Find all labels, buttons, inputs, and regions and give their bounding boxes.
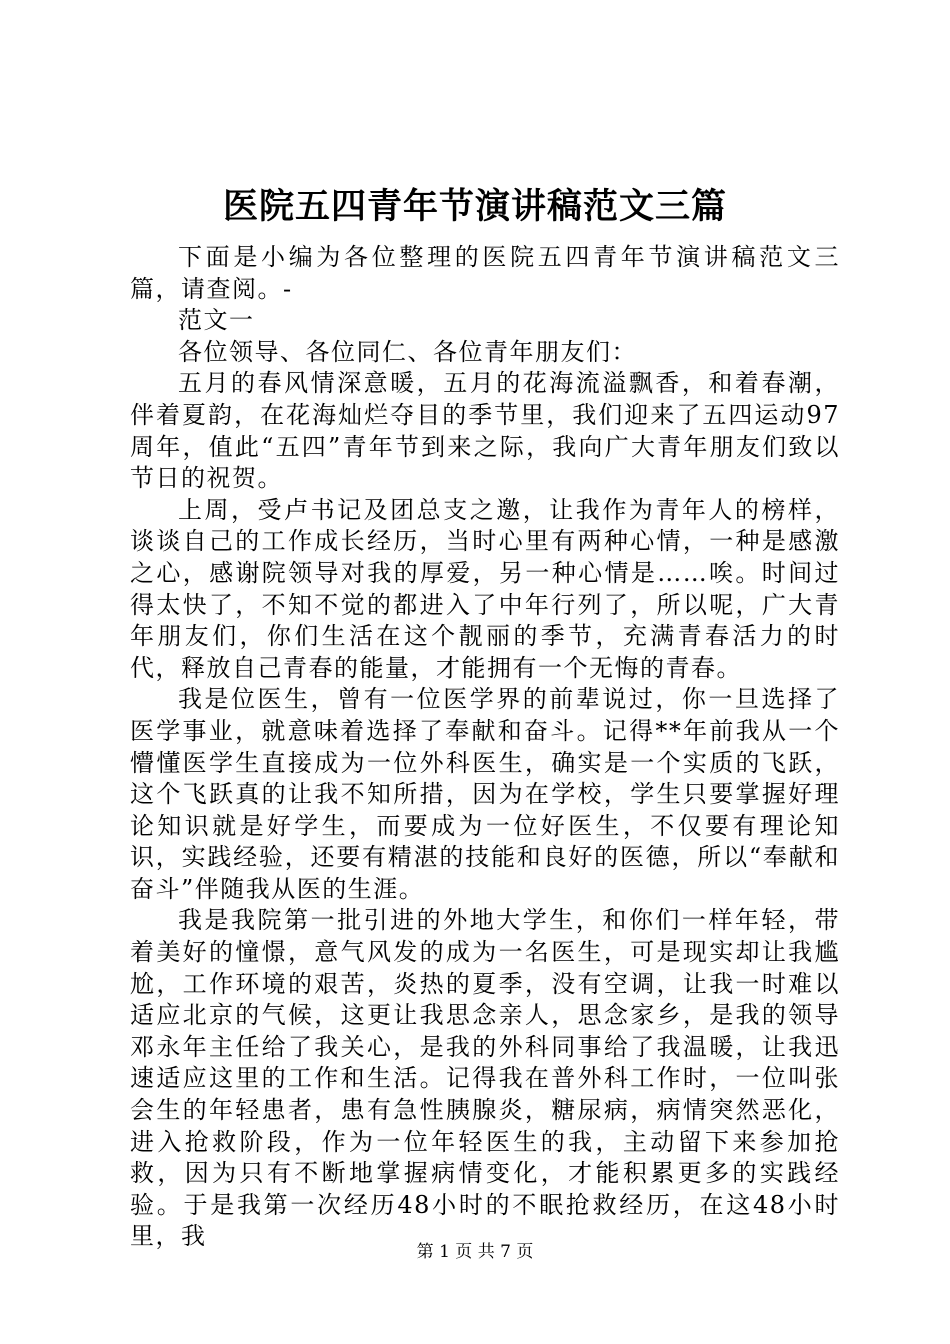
body-paragraph: 上周，受卢书记及团总支之邀，让我作为青年人的榜样，谈谈自己的工作成长经历，当时心里有两种心情，一种是感激之心，感谢院领导对我的厚爱，另一种心情是……唉。时间过得太快了，不知不觉的都进入了中年行列了，所以呢，广大青年朋友们，你们生活在这个靓丽的季节，充满青春活力的时代，释放自己青春的能量，才能拥有一个无悔的青春。 bbox=[130, 495, 840, 682]
body-paragraph: 我是位医生，曾有一位医学界的前辈说过，你一旦选择了医学事业，就意味着选择了奉献和奋斗。记得**年前我从一个懵懂医学生直接成为一位外科医生，确实是一个实质的飞跃，这个飞跃真的让我不知所措，因为在学校，学生只要掌握好理论知识就是好学生，而要成为一位好医生，不仅要有理论知识，实践经验，还要有精湛的技能和良好的医德，所以“奉献和奋斗”伴随我从医的生涯。 bbox=[130, 685, 840, 903]
page-number-footer: 第 1 页 共 7 页 bbox=[416, 1242, 534, 1262]
salutation: 各位领导、各位同仁、各位青年朋友们： bbox=[178, 337, 637, 366]
intro-paragraph: 下面是小编为各位整理的医院五四青年节演讲稿范文三篇，请查阅。- bbox=[130, 243, 840, 303]
document-body bbox=[130, 242, 840, 1253]
body-paragraph: 五月的春风情深意暖，五月的花海流溢飘香，和着春潮，伴着夏韵，在花海灿烂夺目的季节里，我们迎来了五四运动97周年，值此“五四”青年节到来之际，我向广大青年朋友们致以节日的祝贺。 bbox=[130, 369, 840, 493]
section-heading: 范文一 bbox=[178, 306, 255, 335]
document-title: 医院五四青年节演讲稿范文三篇 bbox=[222, 186, 727, 227]
body-paragraph: 我是我院第一批引进的外地大学生，和你们一样年轻，带着美好的憧憬，意气风发的成为一名医生，可是现实却让我尴尬，工作环境的艰苦，炎热的夏季，没有空调，让我一时难以适应北京的气候，这更让我思念亲人，思念家乡，是我的领导邓永年主任给了我关心，是我的外科同事给了我温暖，让我迅速适应这里的工作和生活。记得我在普外科工作时，一位叫张会生的年轻患者，患有急性胰腺炎，糖尿病，病情突然恶化，进入抢救阶段，作为一位年轻医生的我，主动留下来参加抢救，因为只有不断地掌握病情变化，才能积累更多的实践经验。于是我第一次经历48小时的不眠抢救经历，在这48小时里，我 bbox=[130, 906, 840, 1251]
